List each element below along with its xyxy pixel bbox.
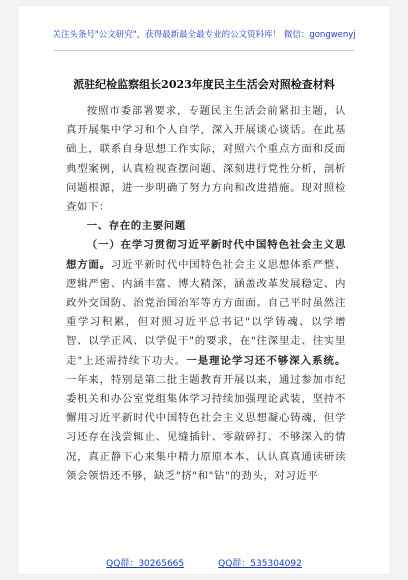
subsection-heading: （一）在学习贯彻习近平新时代中国特色社会主义思想方面。	[66, 239, 346, 271]
promo-banner: 关注头条号"公文研究"，获得最新最全最专业的公文资料库！ 微信：gongwenyj	[52, 30, 356, 40]
header-divider	[54, 50, 354, 51]
paragraph-text: 习近平新时代中国特色社会主义思想体系严整、逻辑严密、内涵丰富、博大精深，涵盖改革发展稳定、内政外交国防、治党治国治军等方方面面。自己平时虽然注重学习积累，但对照习近平总书记"以学铸魂、以学增智、以学正风、以学促干"的要求，在"往深里走、往实里走"上还需持续下功夫。	[66, 258, 346, 367]
point-heading: 一是理论学习还不够深入系统。	[186, 354, 346, 367]
section-paragraph	[66, 236, 346, 486]
document-title: 派驻纪检监察组长2023年度民主生活会对照检查材料	[73, 78, 335, 91]
paragraph-text-2: 一年来，特别是第二批主题教育开展以来，通过参加市纪委机关和办公室党组集体学习持续加强理论武装，坚持不懈用习近平新时代中国特色社会主义思想凝心铸魂，但学习还存在浅尝辄止、见缝插针、零敲碎打、不够深入的情况，真正静下心来集中精力原原本本、认认真真通读研读领会领悟还不够，缺乏"挤"和"钻"的劲头，对习近平	[66, 373, 346, 482]
document-body	[66, 102, 346, 486]
document-page	[18, 6, 390, 574]
qq-group-2[interactable]: QQ群：535304092	[218, 559, 302, 569]
intro-paragraph: 按照市委部署要求，专题民主生活会前紧扣主题，认真开展集中学习和个人自学，深入开展谈心谈话。在此基础上，联系自身思想工作实际，对照六个重点方面和反面典型案例，认真检视查摆问题、深刻进行党性分析，剖析问题根源，进一步明确了努力方向和改进措施。现对照检查如下：	[66, 105, 346, 214]
footer-qq	[18, 556, 390, 569]
qq-group-1[interactable]: QQ群：30265665	[106, 559, 185, 569]
section-heading: 一、存在的主要问题	[86, 220, 186, 233]
